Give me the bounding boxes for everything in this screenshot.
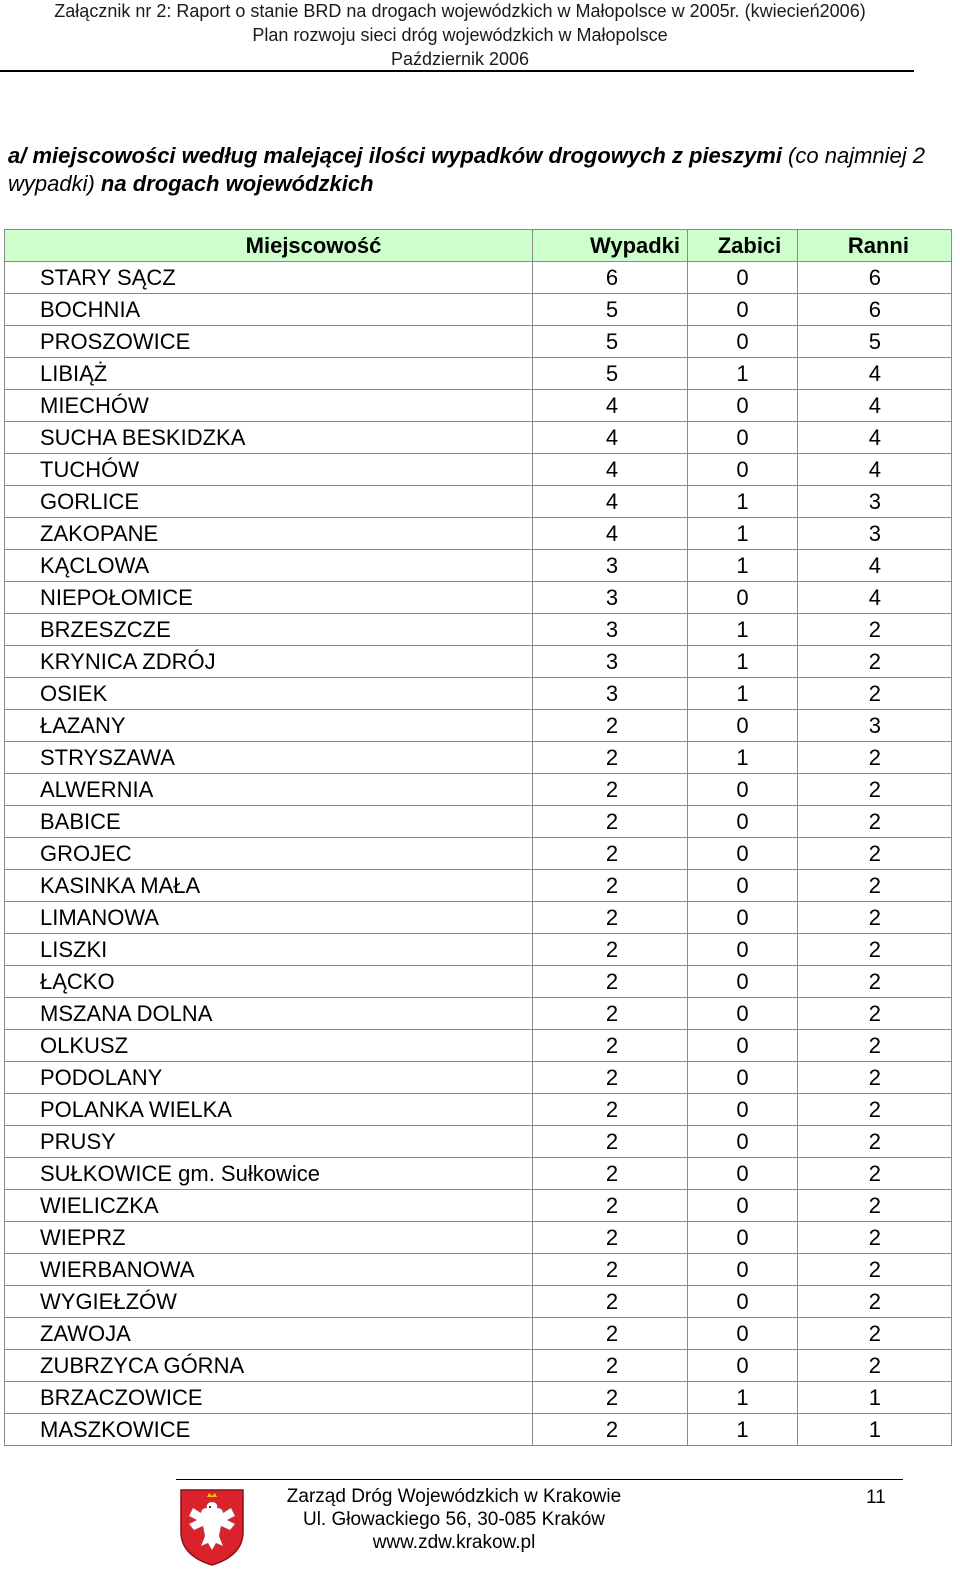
cell-killed-cell <box>688 678 798 710</box>
cell-killed-cell <box>688 294 798 326</box>
cell-accidents-cell <box>533 1350 688 1382</box>
cell-locality: KASINKA MAŁA <box>5 870 533 902</box>
cell-killed: 0 <box>736 264 749 290</box>
cell-accidents: 2 <box>605 1384 619 1410</box>
cell-injured: 2 <box>798 1286 952 1318</box>
cell-killed-cell <box>688 614 798 646</box>
section-title-part-2: (co najmniej 2 wypadki) <box>8 143 926 196</box>
cell-accidents: 2 <box>605 1064 619 1090</box>
cell-killed-cell <box>688 902 798 934</box>
cell-killed-cell <box>688 262 798 294</box>
cell-killed-cell <box>688 1254 798 1286</box>
cell-injured: 2 <box>798 934 952 966</box>
cell-killed-cell <box>688 422 798 454</box>
cell-accidents-cell <box>533 1062 688 1094</box>
cell-accidents: 3 <box>605 584 619 610</box>
cell-accidents-cell <box>533 262 688 294</box>
cell-injured: 4 <box>798 390 952 422</box>
cell-killed: 0 <box>736 1160 749 1186</box>
cell-locality: MSZANA DOLNA <box>5 998 533 1030</box>
cell-accidents-cell <box>533 902 688 934</box>
cell-injured: 2 <box>798 902 952 934</box>
cell-accidents: 3 <box>605 680 619 706</box>
table-row <box>5 998 952 1030</box>
cell-injured: 2 <box>798 1062 952 1094</box>
cell-accidents-cell <box>533 870 688 902</box>
cell-accidents-cell <box>533 1158 688 1190</box>
cell-killed-cell <box>688 1414 798 1446</box>
cell-locality: WIEPRZ <box>5 1222 533 1254</box>
cell-locality: LISZKI <box>5 934 533 966</box>
cell-accidents: 4 <box>605 520 619 546</box>
cell-killed: 0 <box>736 840 749 866</box>
table-row <box>5 486 952 518</box>
cell-locality: ALWERNIA <box>5 774 533 806</box>
cell-accidents-cell <box>533 678 688 710</box>
table-row <box>5 326 952 358</box>
header-line-1: Załącznik nr 2: Raport o stanie BRD na drogach wojewódzkich w Małopolsce w 2005r. (kwiecień2006) <box>54 1 866 21</box>
cell-killed-cell <box>688 1286 798 1318</box>
cell-killed: 1 <box>736 520 749 546</box>
cell-killed-cell <box>688 1318 798 1350</box>
cell-locality: POLANKA WIELKA <box>5 1094 533 1126</box>
cell-killed-cell <box>688 1222 798 1254</box>
cell-killed: 0 <box>736 936 749 962</box>
cell-injured: 1 <box>798 1382 952 1414</box>
cell-killed: 0 <box>736 392 749 418</box>
cell-killed-cell <box>688 774 798 806</box>
cell-accidents: 2 <box>605 1320 619 1346</box>
cell-accidents-cell <box>533 1414 688 1446</box>
cell-accidents-cell <box>533 358 688 390</box>
table-row <box>5 1030 952 1062</box>
cell-injured: 2 <box>798 1318 952 1350</box>
cell-accidents: 4 <box>605 424 619 450</box>
cell-killed-cell <box>688 1382 798 1414</box>
table-row <box>5 870 952 902</box>
header-line-3: Październik 2006 <box>390 49 530 69</box>
cell-accidents: 5 <box>605 328 619 354</box>
table-row <box>5 774 952 806</box>
cell-injured: 2 <box>798 1222 952 1254</box>
table-row <box>5 742 952 774</box>
cell-locality: MASZKOWICE <box>5 1414 533 1446</box>
cell-locality: GORLICE <box>5 486 533 518</box>
cell-injured: 2 <box>798 838 952 870</box>
table-row <box>5 1190 952 1222</box>
cell-accidents-cell <box>533 486 688 518</box>
cell-killed-cell <box>688 1158 798 1190</box>
cell-injured: 6 <box>798 262 952 294</box>
header-divider <box>0 70 914 72</box>
cell-killed: 0 <box>736 1288 749 1314</box>
cell-killed-cell <box>688 934 798 966</box>
accidents-table <box>4 229 952 1446</box>
cell-killed: 0 <box>736 1032 749 1058</box>
cell-injured: 2 <box>798 1190 952 1222</box>
table-row <box>5 518 952 550</box>
cell-locality: BOCHNIA <box>5 294 533 326</box>
table-row <box>5 1286 952 1318</box>
cell-killed: 0 <box>736 456 749 482</box>
footer-street: Ul. Głowackiego 56, 30-085 Kraków <box>302 1509 606 1530</box>
cell-injured: 2 <box>798 774 952 806</box>
cell-accidents-cell <box>533 390 688 422</box>
cell-killed-cell <box>688 486 798 518</box>
cell-locality: PODOLANY <box>5 1062 533 1094</box>
cell-injured: 5 <box>798 326 952 358</box>
cell-locality: ŁAZANY <box>5 710 533 742</box>
accidents-table-container <box>4 229 952 1446</box>
cell-accidents-cell <box>533 614 688 646</box>
cell-accidents-cell <box>533 1222 688 1254</box>
table-row <box>5 1062 952 1094</box>
page-header <box>0 0 920 71</box>
cell-locality: OLKUSZ <box>5 1030 533 1062</box>
cell-killed-cell <box>688 1190 798 1222</box>
cell-injured: 4 <box>798 422 952 454</box>
cell-killed-cell <box>688 390 798 422</box>
cell-accidents: 2 <box>605 840 619 866</box>
cell-accidents: 2 <box>605 1032 619 1058</box>
cell-injured: 3 <box>798 710 952 742</box>
cell-killed: 0 <box>736 1064 749 1090</box>
cell-accidents-cell <box>533 1318 688 1350</box>
cell-injured: 4 <box>798 582 952 614</box>
cell-killed-cell <box>688 1094 798 1126</box>
cell-accidents-cell <box>533 774 688 806</box>
cell-killed-cell <box>688 582 798 614</box>
cell-locality: OSIEK <box>5 678 533 710</box>
cell-accidents-cell <box>533 1382 688 1414</box>
cell-locality: KRYNICA ZDRÓJ <box>5 646 533 678</box>
cell-accidents-cell <box>533 1094 688 1126</box>
table-row <box>5 1254 952 1286</box>
cell-killed: 0 <box>736 904 749 930</box>
table-row <box>5 294 952 326</box>
cell-killed-cell <box>688 1030 798 1062</box>
table-row <box>5 966 952 998</box>
cell-accidents: 5 <box>605 296 619 322</box>
cell-injured: 3 <box>798 486 952 518</box>
table-row <box>5 646 952 678</box>
cell-locality: NIEPOŁOMICE <box>5 582 533 614</box>
table-row <box>5 614 952 646</box>
table-row <box>5 1094 952 1126</box>
cell-killed: 1 <box>736 1416 749 1442</box>
cell-accidents-cell <box>533 966 688 998</box>
cell-injured: 4 <box>798 358 952 390</box>
cell-accidents-cell <box>533 550 688 582</box>
cell-locality: TUCHÓW <box>5 454 533 486</box>
cell-locality: GROJEC <box>5 838 533 870</box>
cell-killed: 0 <box>736 712 749 738</box>
cell-killed: 1 <box>736 360 749 386</box>
cell-injured: 2 <box>798 1030 952 1062</box>
cell-accidents-cell <box>533 454 688 486</box>
table-header-row <box>5 230 952 262</box>
section-title-part-3: na drogach wojewódzkich <box>94 171 374 196</box>
cell-locality: PRUSY <box>5 1126 533 1158</box>
table-row <box>5 710 952 742</box>
cell-killed-cell <box>688 806 798 838</box>
cell-locality: ZAWOJA <box>5 1318 533 1350</box>
cell-killed: 0 <box>736 584 749 610</box>
cell-injured: 2 <box>798 806 952 838</box>
cell-injured: 1 <box>798 1414 952 1446</box>
table-body <box>5 262 952 1446</box>
cell-killed: 0 <box>736 1096 749 1122</box>
cell-killed: 1 <box>736 488 749 514</box>
cell-killed-cell <box>688 454 798 486</box>
cell-killed: 0 <box>736 424 749 450</box>
cell-killed: 1 <box>736 680 749 706</box>
cell-killed-cell <box>688 518 798 550</box>
cell-killed: 0 <box>736 328 749 354</box>
cell-locality: LIBIĄŻ <box>5 358 533 390</box>
header-line-2: Plan rozwoju sieci dróg wojewódzkich w Małopolsce <box>252 25 668 45</box>
cell-accidents: 3 <box>605 616 619 642</box>
cell-accidents-cell <box>533 1030 688 1062</box>
table-row <box>5 934 952 966</box>
footer-address <box>264 1485 644 1554</box>
cell-locality: KĄCLOWA <box>5 550 533 582</box>
table-row <box>5 902 952 934</box>
cell-accidents: 2 <box>605 1192 619 1218</box>
table-row <box>5 390 952 422</box>
cell-locality: PROSZOWICE <box>5 326 533 358</box>
cell-killed: 0 <box>736 968 749 994</box>
cell-accidents: 2 <box>605 1352 619 1378</box>
cell-accidents: 4 <box>605 392 619 418</box>
cell-locality: SUCHA BESKIDZKA <box>5 422 533 454</box>
cell-locality: WIELICZKA <box>5 1190 533 1222</box>
table-row <box>5 1222 952 1254</box>
cell-killed: 0 <box>736 1128 749 1154</box>
cell-injured: 2 <box>798 614 952 646</box>
cell-accidents-cell <box>533 646 688 678</box>
cell-injured: 3 <box>798 518 952 550</box>
cell-locality: SUŁKOWICE gm. Sułkowice <box>5 1158 533 1190</box>
cell-killed-cell <box>688 710 798 742</box>
cell-killed-cell <box>688 1126 798 1158</box>
cell-killed: 1 <box>736 1384 749 1410</box>
section-prefix: a/ <box>8 143 27 168</box>
cell-accidents-cell <box>533 934 688 966</box>
cell-killed-cell <box>688 326 798 358</box>
cell-killed: 0 <box>736 1320 749 1346</box>
cell-accidents: 2 <box>605 936 619 962</box>
cell-injured: 2 <box>798 1254 952 1286</box>
section-title-part-1: miejscowości według malejącej ilości wypadków drogowych z pieszymi <box>26 143 782 168</box>
table-row <box>5 1382 952 1414</box>
cell-killed-cell <box>688 966 798 998</box>
cell-injured: 2 <box>798 1158 952 1190</box>
cell-killed: 1 <box>736 552 749 578</box>
cell-killed: 1 <box>736 648 749 674</box>
cell-killed-cell <box>688 742 798 774</box>
column-header-locality: Miejscowość <box>5 230 533 262</box>
cell-accidents: 2 <box>605 1224 619 1250</box>
cell-injured: 2 <box>798 1350 952 1382</box>
cell-accidents-cell <box>533 742 688 774</box>
cell-accidents-cell <box>533 838 688 870</box>
footer-divider <box>176 1479 903 1480</box>
table-row <box>5 1414 952 1446</box>
footer-institution: Zarząd Dróg Wojewódzkich w Krakowie <box>286 1486 622 1507</box>
cell-accidents: 5 <box>605 360 619 386</box>
cell-accidents: 2 <box>605 1000 619 1026</box>
cell-locality: WYGIEŁZÓW <box>5 1286 533 1318</box>
cell-killed-cell <box>688 998 798 1030</box>
column-header-accidents: Wypadki <box>533 230 688 262</box>
table-row <box>5 422 952 454</box>
cell-locality: BRZACZOWICE <box>5 1382 533 1414</box>
cell-accidents-cell <box>533 294 688 326</box>
cell-accidents: 4 <box>605 488 619 514</box>
cell-killed: 0 <box>736 808 749 834</box>
cell-accidents-cell <box>533 806 688 838</box>
cell-accidents: 2 <box>605 1160 619 1186</box>
table-row <box>5 838 952 870</box>
cell-killed-cell <box>688 870 798 902</box>
cell-accidents-cell <box>533 1126 688 1158</box>
cell-accidents: 4 <box>605 456 619 482</box>
cell-killed: 0 <box>736 296 749 322</box>
cell-accidents: 2 <box>605 1128 619 1154</box>
table-row <box>5 454 952 486</box>
cell-injured: 2 <box>798 998 952 1030</box>
cell-injured: 4 <box>798 454 952 486</box>
table-row <box>5 550 952 582</box>
cell-accidents-cell <box>533 1254 688 1286</box>
cell-accidents: 2 <box>605 744 619 770</box>
cell-killed: 0 <box>736 1192 749 1218</box>
cell-killed-cell <box>688 1350 798 1382</box>
cell-killed-cell <box>688 358 798 390</box>
cell-accidents-cell <box>533 582 688 614</box>
cell-accidents: 3 <box>605 648 619 674</box>
cell-accidents-cell <box>533 998 688 1030</box>
cell-injured: 2 <box>798 966 952 998</box>
cell-accidents: 2 <box>605 808 619 834</box>
cell-accidents: 2 <box>605 1416 619 1442</box>
cell-accidents: 6 <box>605 264 619 290</box>
column-header-injured: Ranni <box>798 230 952 262</box>
cell-accidents: 2 <box>605 712 619 738</box>
cell-accidents: 2 <box>605 904 619 930</box>
cell-accidents: 2 <box>605 872 619 898</box>
cell-locality: ŁĄCKO <box>5 966 533 998</box>
cell-injured: 2 <box>798 678 952 710</box>
cell-killed: 0 <box>736 1000 749 1026</box>
cell-accidents-cell <box>533 710 688 742</box>
table-row <box>5 358 952 390</box>
cell-killed-cell <box>688 838 798 870</box>
cell-locality: WIERBANOWA <box>5 1254 533 1286</box>
table-row <box>5 678 952 710</box>
cell-injured: 2 <box>798 742 952 774</box>
cell-injured: 2 <box>798 870 952 902</box>
cell-injured: 4 <box>798 550 952 582</box>
cell-locality: BABICE <box>5 806 533 838</box>
cell-injured: 2 <box>798 1094 952 1126</box>
cell-locality: ZAKOPANE <box>5 518 533 550</box>
cell-accidents: 2 <box>605 1288 619 1314</box>
table-row <box>5 582 952 614</box>
cell-locality: STRYSZAWA <box>5 742 533 774</box>
cell-injured: 2 <box>798 1126 952 1158</box>
table-row <box>5 1158 952 1190</box>
column-header-killed: Zabici <box>688 230 798 262</box>
cell-locality: STARY SĄCZ <box>5 262 533 294</box>
table-row <box>5 1126 952 1158</box>
cell-locality: BRZESZCZE <box>5 614 533 646</box>
table-row <box>5 1350 952 1382</box>
cell-killed: 0 <box>736 776 749 802</box>
cell-injured: 2 <box>798 646 952 678</box>
cell-killed-cell <box>688 646 798 678</box>
cell-locality: ZUBRZYCA GÓRNA <box>5 1350 533 1382</box>
cell-accidents-cell <box>533 326 688 358</box>
cell-killed: 1 <box>736 744 749 770</box>
malopolska-emblem-icon <box>179 1488 245 1566</box>
cell-killed: 0 <box>736 872 749 898</box>
cell-killed-cell <box>688 1062 798 1094</box>
cell-killed: 0 <box>736 1256 749 1282</box>
cell-killed: 1 <box>736 616 749 642</box>
cell-killed-cell <box>688 550 798 582</box>
cell-accidents-cell <box>533 422 688 454</box>
cell-accidents-cell <box>533 1286 688 1318</box>
table-row <box>5 806 952 838</box>
cell-killed: 0 <box>736 1224 749 1250</box>
cell-accidents-cell <box>533 1190 688 1222</box>
section-title <box>8 142 938 198</box>
table-row <box>5 1318 952 1350</box>
footer-website-link[interactable]: www.zdw.krakow.pl <box>372 1532 536 1553</box>
cell-killed: 0 <box>736 1352 749 1378</box>
cell-accidents-cell <box>533 518 688 550</box>
cell-accidents: 2 <box>605 1096 619 1122</box>
cell-accidents: 2 <box>605 968 619 994</box>
cell-injured: 6 <box>798 294 952 326</box>
cell-locality: MIECHÓW <box>5 390 533 422</box>
table-row <box>5 262 952 294</box>
cell-accidents: 2 <box>605 1256 619 1282</box>
cell-accidents: 3 <box>605 552 619 578</box>
page-number: 11 <box>866 1487 886 1508</box>
cell-locality: LIMANOWA <box>5 902 533 934</box>
cell-accidents: 2 <box>605 776 619 802</box>
